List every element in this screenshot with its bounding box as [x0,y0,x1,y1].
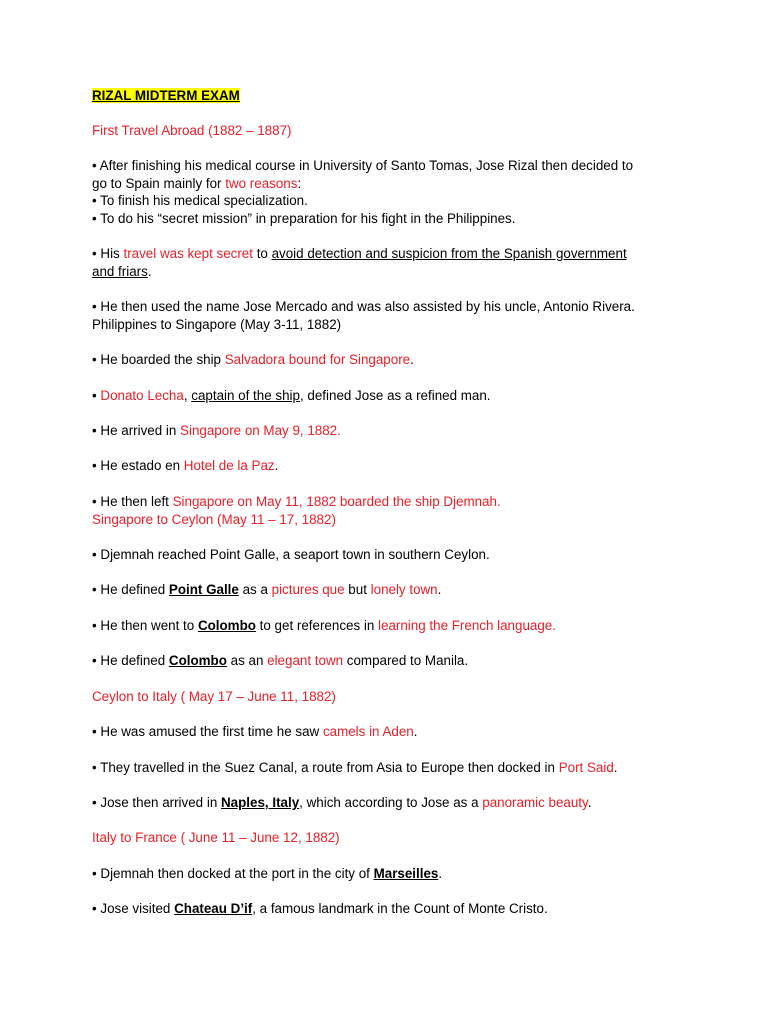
paragraph-line: • Djemnah then docked at the port in the city of Marseilles. [92,866,443,881]
paragraph-line: go to Spain mainly for two reasons: [92,176,302,191]
paragraph-line: • He was amused the first time he saw camels in Aden. [92,724,418,739]
paragraph-line: and friars. [92,264,152,279]
paragraph-line: • To do his “secret mission” in preparation for his fight in the Philippines. [92,211,516,226]
paragraph-line: • He boarded the ship Salvadora bound for Singapore. [92,352,414,367]
paragraph-line: • They travelled in the Suez Canal, a route from Asia to Europe then docked in Port Said. [92,760,618,775]
paragraph-line: • Donato Lecha, captain of the ship, defined Jose as a refined man. [92,388,491,403]
section-heading: Singapore to Ceylon (May 11 – 17, 1882) [92,512,336,527]
paragraph-line: • He estado en Hotel de la Paz. [92,458,279,473]
section-heading: Italy to France ( June 11 – June 12, 1882) [92,830,340,845]
paragraph-line: • After finishing his medical course in University of Santo Tomas, Jose Rizal then decided to [92,158,634,173]
paragraph-line: • Djemnah reached Point Galle, a seaport town in southern Ceylon. [92,547,490,562]
paragraph-line: • He then used the name Jose Mercado and was also assisted by his uncle, Antonio Rivera. [92,299,635,314]
paragraph-line: • He defined Colombo as an elegant town compared to Manila. [92,653,469,668]
paragraph-line: • He then went to Colombo to get references in learning the French language. [92,618,556,633]
section-heading: Ceylon to Italy ( May 17 – June 11, 1882) [92,689,336,704]
paragraph-line: • Jose then arrived in Naples, Italy, which according to Jose as a panoramic beauty. [92,795,592,810]
paragraph-line: • His travel was kept secret to avoid detection and suspicion from the Spanish government [92,246,627,261]
paragraph-line: • To finish his medical specialization. [92,193,308,208]
paragraph-line: • He arrived in Singapore on May 9, 1882. [92,423,341,438]
paragraph-line: • Jose visited Chateau D’if, a famous landmark in the Count of Monte Cristo. [92,901,548,916]
paragraph-line: • He defined Point Galle as a pictures que but lonely town. [92,582,442,597]
paragraph-line: Philippines to Singapore (May 3-11, 1882) [92,317,342,332]
section-heading: First Travel Abroad (1882 – 1887) [92,123,292,138]
document-title: RIZAL MIDTERM EXAM [92,88,240,103]
paragraph-line: • He then left Singapore on May 11, 1882 boarded the ship Djemnah. [92,494,501,509]
